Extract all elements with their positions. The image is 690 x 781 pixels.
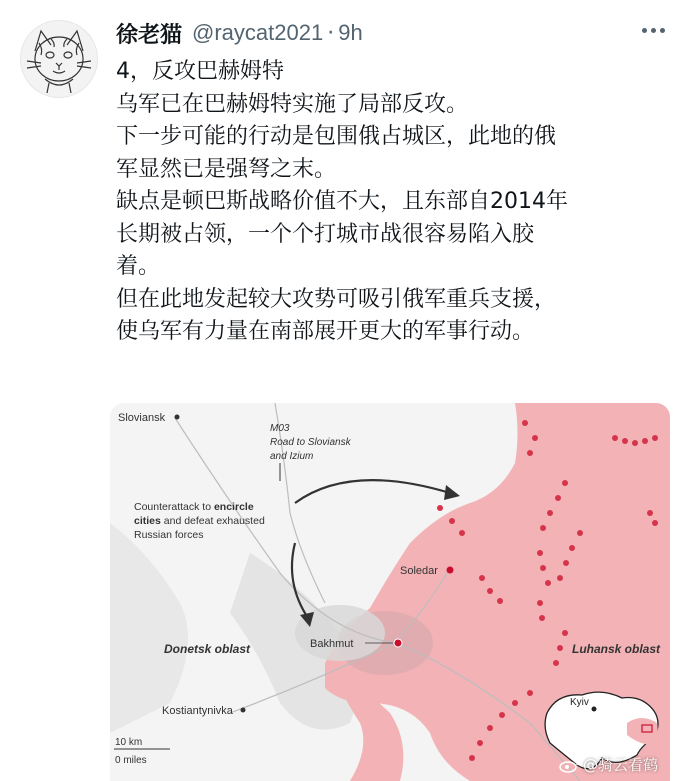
annot-2b: and defeat exhausted bbox=[160, 515, 265, 527]
label-road-m03: M03 bbox=[270, 423, 290, 434]
tweet-line: 但在此地发起较大攻势可吸引俄军重兵支援， bbox=[116, 286, 557, 312]
label-road-2: Road to Sloviansk bbox=[270, 437, 351, 448]
tweet-line: 缺点是顿巴斯战略价值不大，且东部自2014年 bbox=[116, 189, 568, 214]
label-road-3: and Izium bbox=[270, 451, 314, 462]
tweet-line: 军显然已是强弩之末。 bbox=[116, 156, 337, 182]
author-name[interactable]: 徐老猫 bbox=[116, 22, 183, 48]
tweet-text bbox=[116, 56, 676, 349]
more-options-icon[interactable] bbox=[642, 20, 672, 40]
annot-2a: cities bbox=[134, 515, 161, 527]
label-annotation-3: Russian forces bbox=[134, 529, 204, 541]
timestamp[interactable]: 9h bbox=[338, 20, 363, 45]
kostiantynivka-marker bbox=[241, 708, 246, 713]
cat-avatar-icon bbox=[21, 21, 97, 97]
avatar[interactable] bbox=[20, 20, 98, 98]
bakhmut-map bbox=[110, 403, 670, 781]
label-sloviansk: Sloviansk bbox=[118, 412, 166, 424]
label-luhansk: Luhansk oblast bbox=[572, 642, 661, 656]
label-soledar: Soledar bbox=[400, 565, 438, 577]
author-handle[interactable]: @raycat2021 bbox=[192, 20, 324, 45]
watermark-text: @骑云看鹤 bbox=[582, 756, 658, 774]
annot-1b: encircle bbox=[213, 501, 254, 513]
sloviansk-marker bbox=[175, 415, 180, 420]
tweet-header bbox=[116, 16, 363, 50]
tweet-line: 长期被占领，一个个打城市战很容易陷入胶 bbox=[116, 221, 535, 247]
label-scale-miles: 0 miles bbox=[115, 755, 147, 766]
tweet-line: 着。 bbox=[116, 254, 161, 279]
label-scale-km: 10 km bbox=[115, 737, 143, 748]
weibo-icon bbox=[559, 757, 579, 773]
label-kyiv: Kyiv bbox=[570, 697, 589, 708]
bakhmut-marker bbox=[394, 639, 402, 647]
map-image[interactable] bbox=[110, 403, 670, 781]
tweet-line: 4，反攻巴赫姆特 bbox=[116, 59, 284, 84]
annot-1a: Counterattack to bbox=[134, 501, 214, 513]
label-donetsk: Donetsk oblast bbox=[164, 642, 251, 656]
label-kostiantynivka: Kostiantynivka bbox=[162, 705, 233, 717]
soledar-marker bbox=[447, 567, 454, 574]
tweet-line: 使乌军有力量在南部展开更大的军事行动。 bbox=[116, 319, 535, 344]
separator-dot: · bbox=[327, 20, 335, 46]
label-bakhmut: Bakhmut bbox=[310, 638, 354, 650]
label-annotation-1 bbox=[134, 501, 254, 513]
label-annotation-2 bbox=[134, 515, 265, 527]
tweet-line: 乌军已在巴赫姆特实施了局部反攻。 bbox=[116, 91, 469, 117]
tweet-line: 下一步可能的行动是包围俄占城区，此地的俄 bbox=[116, 124, 557, 149]
watermark bbox=[559, 754, 658, 775]
